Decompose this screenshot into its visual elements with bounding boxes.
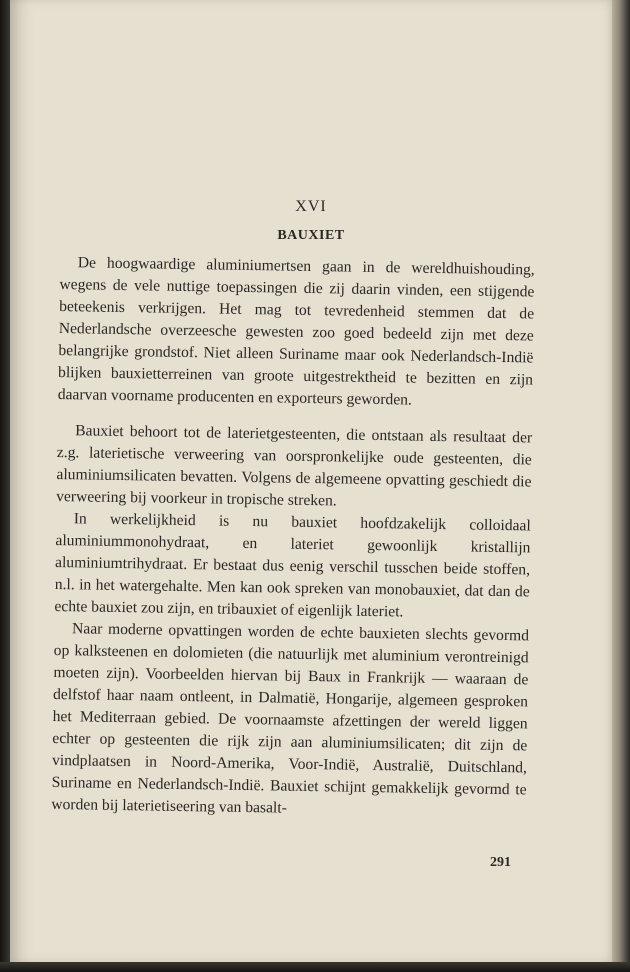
paragraph-2: Bauxiet behoort tot de laterietgesteenten, die ontstaan als resultaat der z.g. laterietische verweering van oorspronkelijke oude gesteenten, die aluminiumsilicaten bevatten. Volgens de algemeene opvatting geschiedt die verweering bij voorkeur in tropische streken. [56,422,533,510]
paragraph-3: In werkelijkheid is nu bauxiet hoofdzakelijk colloidaal aluminiummonohydraat, en lateriet gewoonlijk kristallijn aluminiumtrihydraat. Er bestaat dus eenig verschil tusschen beide stoffen, n.l. in het watergehalte. Men kan ook spreken van monobauxiet, dat dan de echte bauxiet zou zijn, en tribauxiet of eigenlijk lateriet. [54,510,531,621]
book-spine-shadow [0,0,10,972]
book-page [10,0,612,962]
chapter-number: XVI [295,198,327,215]
paragraph-4: Naar moderne opvattingen worden de echte bauxieten slechts gevormd op kalksteenen en dolomieten (die natuurlijk met aluminium verontreinigd moeten zijn). Voorbeelden hiervan bij Baux in Frankrijk — waaraan de delfstof haar naam ontleent, in Dalmatië, Hongarije, algemeen gesproken het Mediterraan gebied. De voornaamste afzettingen der wereld liggen echter op gesteenten die rijk zijn aan aluminiumsilicaten; dit zijn de vindplaatsen in Noord-Amerika, Voor-Indië, Australië, Duitschland, Suriname en Nederlandsch-Indië. Bauxiet schijnt gemakkelijk gevormd te worden bij laterietiseering van basalt- [51,620,530,817]
paragraph-1: De hoogwaardige aluminiumertsen gaan in de wereldhuishouding, wegens de vele nuttige toepassingen die zij daarin vinden, een stijgende beteekenis verkrijgen. Het mag tot tevredenheid stemmen dat de Nederlandsche overzeesche gewesten zoo goed bedeeld zijn met deze belangrijke grondstof. Niet alleen Suriname maar ook Nederlandsch-Indië blijken bauxietterreinen van groote uitgestrektheid te bezitten en zijn daarvan voorname producenten en exporteurs geworden. [57,254,535,409]
page-edge [612,0,630,972]
bottom-edge [0,962,630,972]
body-text [51,252,535,823]
chapter-title: BAUXIET [277,228,345,243]
page-number: 291 [490,855,511,870]
